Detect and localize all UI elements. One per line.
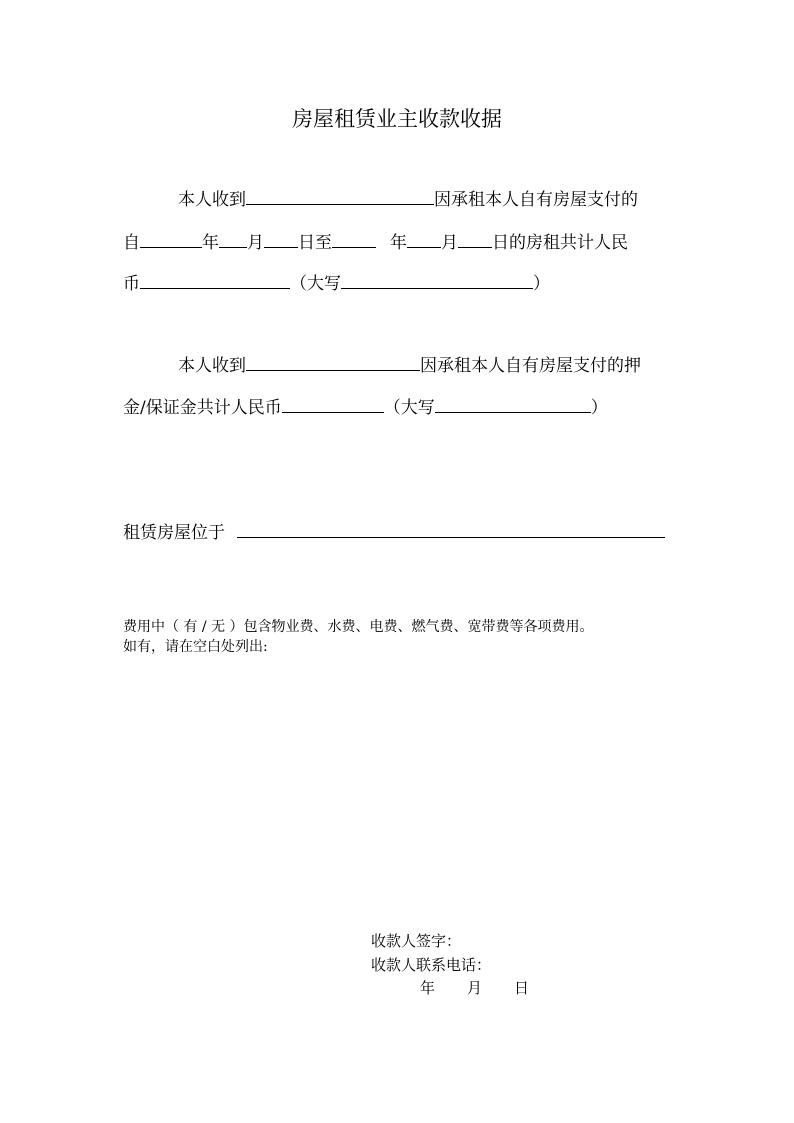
end-month-blank[interactable] (407, 229, 441, 248)
year-label: 年 (390, 233, 407, 253)
deposit-amount-words-blank[interactable] (435, 394, 591, 413)
month-label: 月 (441, 233, 458, 253)
location-line (123, 519, 665, 547)
year-label: 年 (202, 233, 219, 253)
location-blank[interactable] (237, 519, 665, 538)
rent-amount-words-blank[interactable] (341, 270, 533, 289)
location-label: 租赁房屋位于 (123, 523, 225, 543)
currency-label: 币 (123, 274, 140, 294)
date-year-label: 年 (420, 979, 436, 997)
from-label: 自 (123, 233, 140, 253)
rent-payer-blank[interactable] (246, 186, 434, 205)
deposit-total-label: 金/保证金共计人民币 (123, 398, 282, 418)
close-paren: ） (590, 398, 608, 418)
rent-paragraph-line-1 (178, 186, 638, 214)
rent-paragraph-line-2 (123, 229, 628, 257)
end-day-blank[interactable] (458, 229, 492, 248)
fees-line-1: 费用中（ 有 / 无 ）包含物业费、水费、电费、燃气费、宽带费等各项费用。 (123, 619, 594, 635)
start-year-blank[interactable] (140, 229, 202, 248)
deposit-received-label: 本人收到 (178, 356, 246, 376)
amount-in-words-label: （大写 (383, 398, 435, 418)
rent-received-label: 本人收到 (178, 190, 246, 210)
deposit-purpose-label: 因承租本人自有房屋支付的押 (420, 356, 641, 376)
close-paren: ） (533, 274, 550, 294)
month-label: 月 (247, 233, 264, 253)
start-day-blank[interactable] (264, 229, 298, 248)
rent-amount-blank[interactable] (140, 270, 290, 289)
rent-paragraph-line-3 (123, 270, 550, 298)
deposit-payer-blank[interactable] (246, 352, 420, 371)
date-day-label: 日 (514, 979, 530, 997)
end-year-blank[interactable] (332, 229, 376, 248)
deposit-paragraph-line-1 (178, 352, 641, 380)
start-month-blank[interactable] (219, 229, 247, 248)
payee-signature-label: 收款人签字： (371, 932, 462, 950)
day-to-label: 日至 (298, 233, 332, 253)
page-title: 房屋租赁业主收款收据 (292, 107, 502, 131)
rent-purpose-label: 因承租本人自有房屋支付的 (434, 190, 638, 210)
deposit-paragraph-line-2 (123, 394, 608, 422)
deposit-amount-blank[interactable] (282, 394, 384, 413)
payee-phone-label: 收款人联系电话： (371, 956, 492, 974)
amount-in-words-label: （大写 (290, 274, 341, 294)
date-month-label: 月 (467, 979, 483, 997)
rent-total-label: 日的房租共计人民 (492, 233, 628, 253)
fees-line-2: 如有，请在空白处列出: (123, 639, 268, 655)
